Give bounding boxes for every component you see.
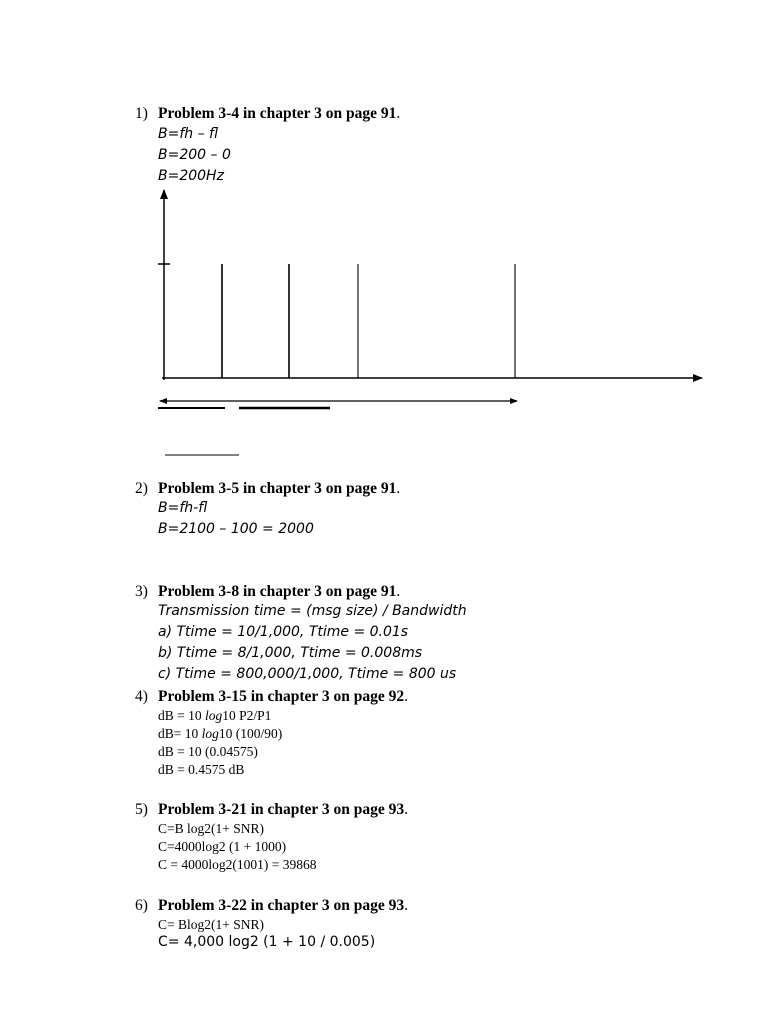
problem-4-line-4: dB = 0.4575 dB	[158, 762, 245, 777]
problem-4-line-3: dB = 10 (0.04575)	[158, 744, 258, 759]
problem-4-line-1	[158, 708, 271, 724]
problem-1-line-3: B=200Hz	[158, 168, 224, 184]
problem-3-heading	[158, 583, 400, 601]
problem-1-line-2: B=200 – 0	[158, 147, 231, 163]
problem-4-line-1-log: log	[205, 708, 223, 723]
problem-6-line-1: C= Blog2(1+ SNR)	[158, 917, 264, 932]
problem-2-number: 2)	[135, 480, 148, 497]
problem-4-number: 4)	[135, 688, 148, 705]
problem-3-period: .	[396, 583, 401, 600]
problem-5-period: .	[404, 801, 409, 818]
problem-3-line-3: b) Ttime = 8/1,000, Ttime = 0.008ms	[158, 645, 423, 661]
problem-2-line-1: B=fh-fl	[158, 500, 208, 516]
problem-3-line-2: a) Ttime = 10/1,000, Ttime = 0.01s	[158, 624, 409, 640]
problem-4-period: .	[404, 688, 409, 705]
problem-5-heading	[158, 801, 408, 819]
problem-3-line-1: Transmission time = (msg size) / Bandwidth	[158, 603, 467, 619]
problem-4-line-2-pre: dB= 10	[158, 726, 202, 741]
problem-3-number: 3)	[135, 583, 148, 600]
problem-1-heading-text: Problem 3-4 in chapter 3 on page 91	[158, 105, 397, 122]
problem-5-heading-text: Problem 3-21 in chapter 3 on page 93	[158, 801, 405, 818]
problem-4-line-1-pre: dB = 10	[158, 708, 205, 723]
problem-6-heading-text: Problem 3-22 in chapter 3 on page 93	[158, 897, 405, 914]
problem-4-line-1-post: 10 P2/P1	[222, 708, 272, 723]
problem-3-heading-text: Problem 3-8 in chapter 3 on page 91	[158, 583, 397, 600]
problem-6-line-2: C= 4,000 log2 (1 + 10 / 0.005)	[158, 934, 376, 950]
problem-2-period: .	[396, 480, 401, 497]
problem-4-line-2-log: log	[201, 726, 219, 741]
problem-5-number: 5)	[135, 801, 148, 818]
problem-4-heading-text: Problem 3-15 in chapter 3 on page 92	[158, 688, 405, 705]
problem-2-heading	[158, 480, 400, 498]
problem-4-line-2	[158, 726, 282, 742]
problem-1-number: 1)	[135, 105, 148, 122]
problem-1-period: .	[396, 105, 401, 122]
problem-5-line-2: C=4000log2 (1 + 1000)	[158, 839, 287, 854]
problem-3-line-4: c) Ttime = 800,000/1,000, Ttime = 800 us	[158, 666, 457, 682]
problem-6-period: .	[404, 897, 409, 914]
problem-5-line-3: C = 4000log2(1001) = 39868	[158, 857, 317, 872]
problem-4-heading	[158, 688, 408, 706]
problem-1-line-1: B=fh – fl	[158, 126, 219, 142]
problem-2-line-2: B=2100 – 100 = 2000	[158, 521, 314, 537]
problem-5-line-1: C=B log2(1+ SNR)	[158, 821, 264, 836]
problem-6-number: 6)	[135, 897, 148, 914]
problem-2-heading-text: Problem 3-5 in chapter 3 on page 91	[158, 480, 397, 497]
problem-6-heading	[158, 897, 408, 915]
problem-4-line-2-post: 10 (100/90)	[218, 726, 283, 741]
